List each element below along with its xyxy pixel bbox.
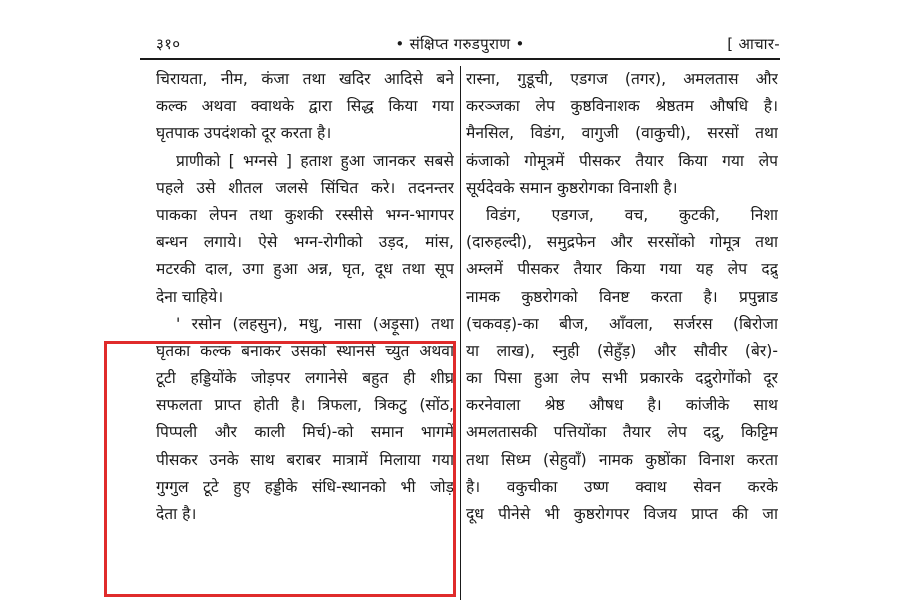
text-line: पहले उसे शीतल जलसे सिंचित करे। तदनन्तर [156,178,454,197]
text-line: मटरकी दाल, उगा हुआ अन्न, घृत, दूध तथा सूप [156,260,454,279]
text-line: है। वकुचीका उष्ण क्वाथ सेवन करके [466,477,778,496]
page-number: ३१० [156,35,181,53]
text-line: या लाख), स्नुही (सेहुँड़) और सौवीर (बेर)- [466,341,778,360]
text-line: अमलतासकी पत्तियोंका तैयार लेप दद्रु, किट्टिम [466,423,778,442]
text-line: ' रसोन (लहसुन), मधु, नासा (अड़ूसा) तथा [176,314,454,333]
text-line: रास्ना, गुडूची, एडगज (तगर), अमलतास और [466,70,778,88]
text-line: देना चाहिये। [156,287,224,306]
text-line: कल्क अथवा क्वाथके द्वारा सिद्ध किया गया [156,97,454,116]
highlight-box [104,341,456,597]
right-column [466,66,778,528]
header-rule [140,58,780,60]
text-line: अम्लमें पीसकर तैयार किया गया यह लेप दद्रु [466,260,778,279]
text-line: सफलता प्राप्त होती है। त्रिफला, त्रिकटु (सोंठ, [156,396,454,415]
text-line: विडंग, एडगज, वच, कुटकी, निशा [486,205,778,224]
running-title: • संक्षिप्त गरुडपुराण • [395,35,525,53]
text-line: करनेवाला श्रेष्ठ औषध है। कांजीके साथ [466,396,778,415]
text-line: देता है। [156,505,197,523]
text-line: कंजाको गोमूत्रमें पीसकर तैयार किया गया लेप [466,151,778,170]
text-line: मैनसिल, विडंग, वागुजी (वाकुची), सरसों तथा [466,124,778,143]
page-header [140,30,780,56]
text-line: घृतका कल्क बनाकर उसको स्थानसे च्युत अथवा [156,341,454,360]
text-line: बन्धन लगाये। ऐसे भग्न-रोगीको उड़द, मांस, [156,233,454,252]
text-line: सूर्यदेवके समान कुष्ठरोगका विनाशी है। [466,178,678,197]
text-line: पाकका लेपन तथा कुशकी रस्सीसे भग्न-भागपर [156,205,454,224]
text-line: तथा सिध्म (सेहुवाँ) नामक कुष्ठोंका विनाश करता [466,450,778,469]
column-divider [460,66,461,600]
section-marker: [ आचार- [727,35,780,53]
text-line: का पिसा हुआ लेप सभी प्रकारके दद्रुरोगोंको दूर [466,369,778,388]
text-line: टूटी हड्डियोंके जोड़पर लगानेसे बहुत ही शीघ्र [156,369,454,388]
text-line: दूध पीनेसे भी कुष्ठरोगपर विजय प्राप्त की जा [466,505,778,523]
text-line: पीसकर उनके साथ बराबर मात्रामें मिलाया गया [156,450,454,469]
text-line: नामक कुष्ठरोगको विनष्ट करता है। प्रपुन्नाड [466,287,778,306]
text-line: पिप्पली और काली मिर्च)-को समान भागमें [156,423,454,442]
text-line: प्राणीको [ भग्नसे ] हताश हुआ जानकर सबसे [176,151,454,170]
text-line: करञ्जका लेप कुष्ठविनाशक श्रेष्ठतम औषधि है। [466,97,778,116]
text-line: चिरायता, नीम, कंजा तथा खदिर आदिसे बने [156,70,454,88]
text-line: (दारुहल्दी), समुद्रफेन और सरसोंको गोमूत्र तथा [466,233,778,252]
text-line: (चकवड़)-का बीज, आँवला, सर्जरस (बिरोजा [466,314,778,333]
text-line: गुग्गुल टूटे हुए हड्डीके संधि-स्थानको भी जोड़ [156,477,454,496]
text-line: घृतपाक उपदंशको दूर करता है। [156,124,332,143]
